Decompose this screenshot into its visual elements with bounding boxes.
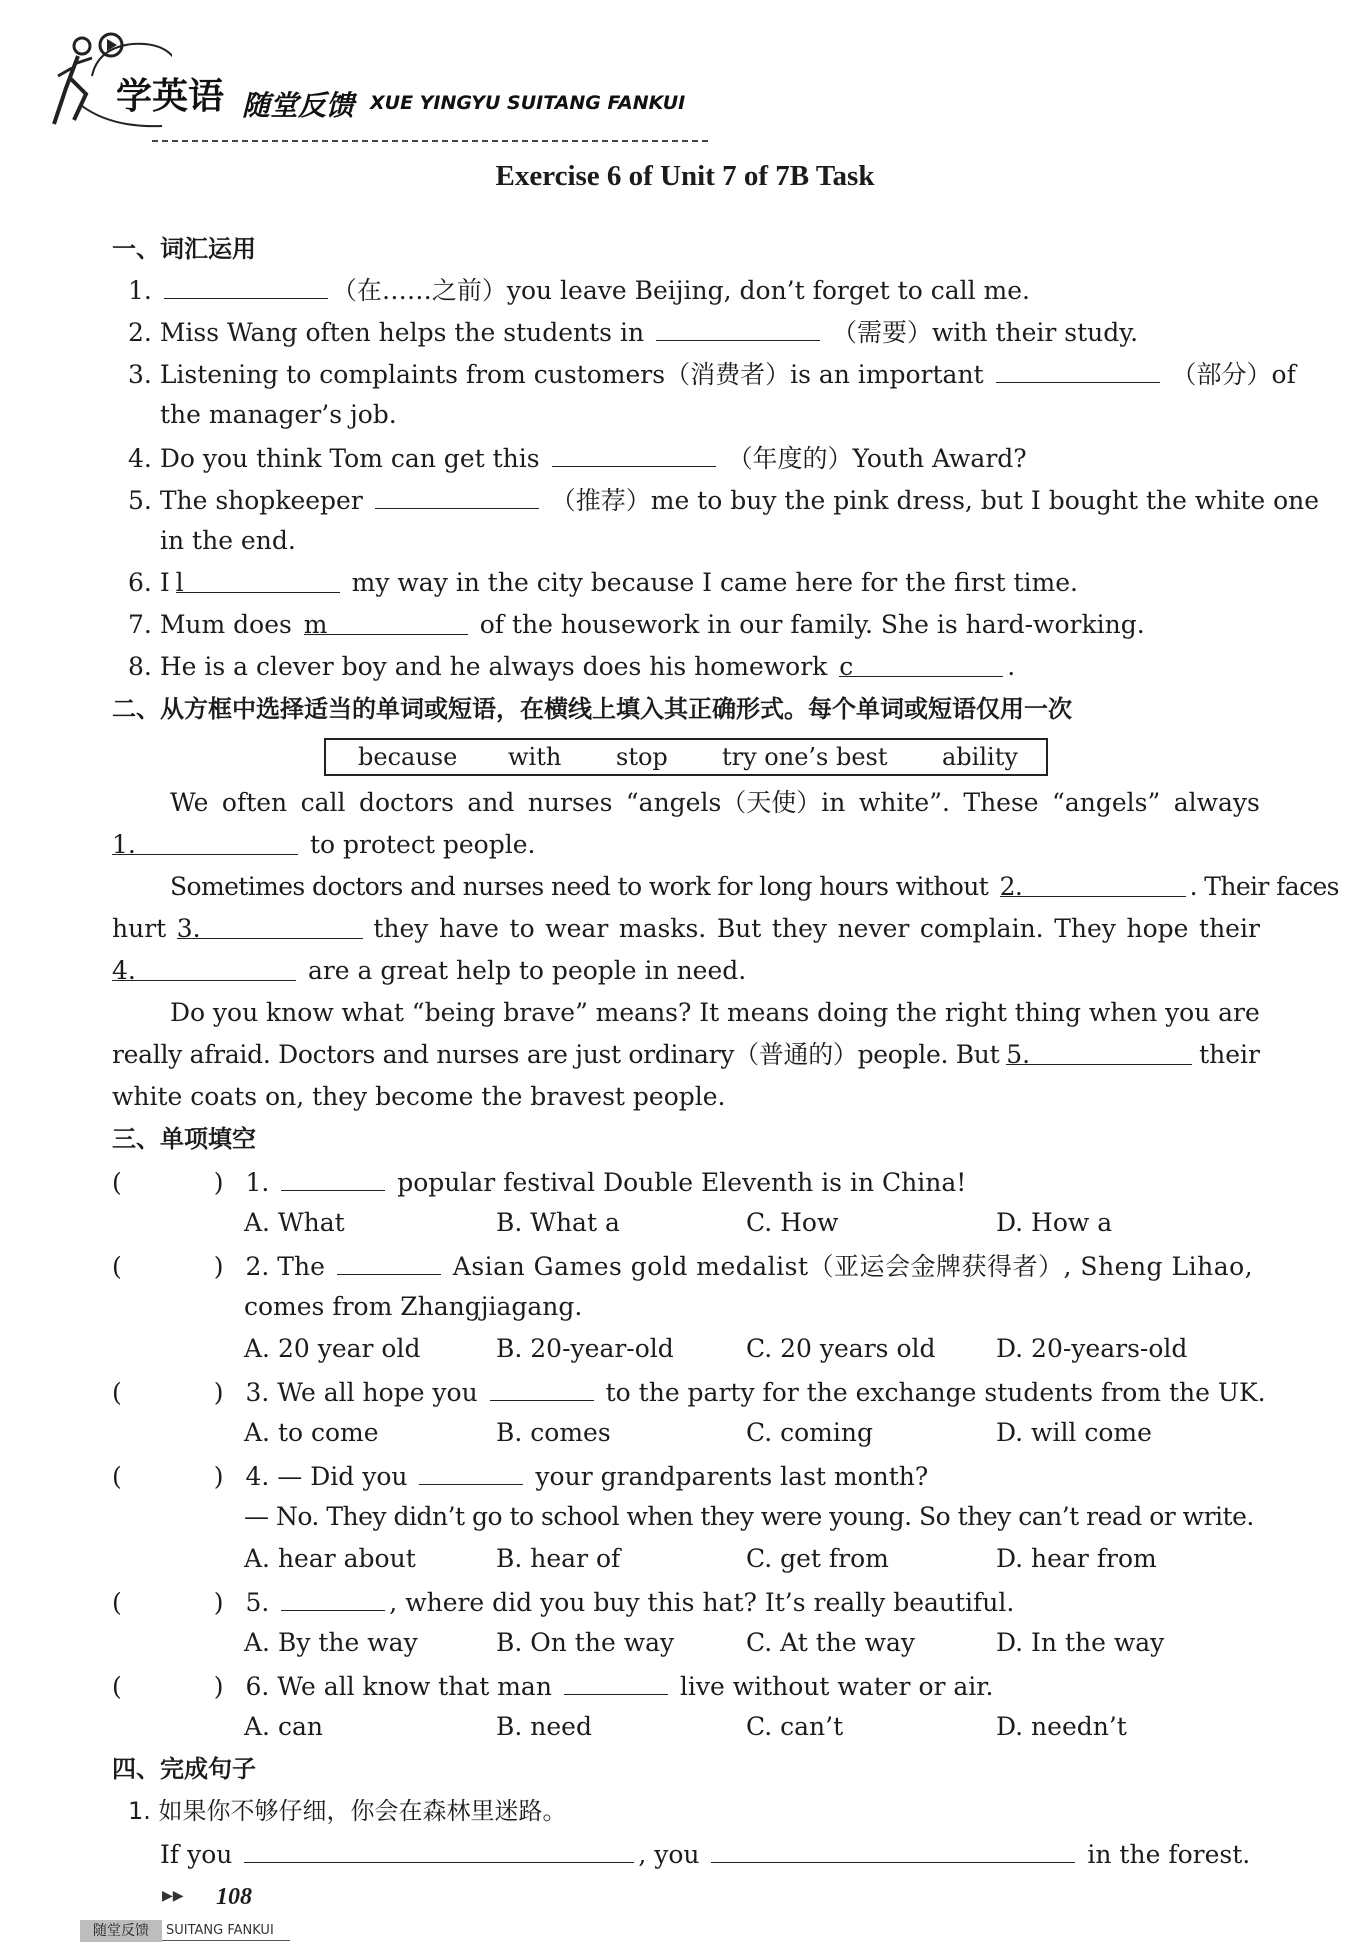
page-title: Exercise 6 of Unit 7 of 7B Task xyxy=(495,160,875,192)
s2-p2-line2 xyxy=(112,912,1260,946)
logo-chinese-title: 学英语 xyxy=(116,76,225,117)
s1-item-4 xyxy=(128,440,1027,476)
passage-text: Sometimes doctors and nurses need to work for long hours without xyxy=(170,872,989,901)
item-text: The shopkeeper xyxy=(159,486,363,515)
first-letter-hint: c xyxy=(839,652,854,681)
passage-text: really afraid. Doctors and nurses are just ordinary（普通的）people. But xyxy=(112,1040,1000,1069)
question-number: 2. xyxy=(245,1252,270,1281)
chinese-sentence: 如果你不够仔细，你会在森林里迷路。 xyxy=(158,1797,567,1825)
question-blank xyxy=(281,1164,385,1191)
item-text: Do you think Tom can get this xyxy=(159,444,540,473)
blank-number: 4. xyxy=(112,956,136,985)
word: means xyxy=(726,998,810,1027)
word: often xyxy=(221,788,288,817)
word-bank-item: with xyxy=(508,743,562,771)
word: complain. xyxy=(919,914,1044,943)
s2-p3-line1 xyxy=(170,996,1260,1030)
item-text: I xyxy=(159,568,170,597)
word: and xyxy=(467,788,515,817)
option-c[interactable]: C. get from xyxy=(746,1544,889,1573)
passage-text: . Their faces xyxy=(1189,872,1339,901)
header-logo xyxy=(52,28,692,138)
s1-item-5-cont: in the end. xyxy=(160,526,296,555)
option-a[interactable]: A. By the way xyxy=(244,1628,418,1657)
item-number: 1. xyxy=(128,276,152,305)
item-number: 3. xyxy=(128,360,152,389)
mc-question-2 xyxy=(112,1248,1260,1284)
question-blank xyxy=(419,1458,523,1485)
word-bank-box xyxy=(324,738,1048,776)
chinese-hint: （年度的） xyxy=(727,444,853,473)
word: white”. xyxy=(858,788,950,817)
s1-item-5 xyxy=(128,482,1319,518)
s1-item-3 xyxy=(128,356,1296,392)
blank-number: 2. xyxy=(999,872,1023,901)
s1-item-8 xyxy=(128,650,1015,684)
s2-p3-line3: white coats on, they become the bravest people. xyxy=(112,1082,726,1111)
s2-p2-line3 xyxy=(112,954,746,988)
answer-blank-1[interactable] xyxy=(112,828,298,859)
chinese-hint: （部分） xyxy=(1171,360,1272,389)
s2-p1-line2 xyxy=(112,828,535,862)
item-text: He is a clever boy and he always does his homework xyxy=(159,652,828,681)
word: masks. xyxy=(618,914,707,943)
question-number: 6. xyxy=(245,1672,270,1701)
passage-text: are a great help to people in need. xyxy=(307,956,747,985)
question-text: to the party for the exchange students from the UK. xyxy=(605,1378,1266,1407)
answer-blank[interactable] xyxy=(552,440,716,467)
first-letter-hint: m xyxy=(303,610,328,639)
word: they xyxy=(373,914,429,943)
option-d[interactable]: D. In the way xyxy=(996,1628,1165,1657)
answer-paren-open: ( xyxy=(112,1588,122,1617)
mc-question-1 xyxy=(112,1164,966,1200)
answer-blank[interactable] xyxy=(656,314,820,341)
sentence-text: , you xyxy=(638,1840,700,1869)
word-bank-item: stop xyxy=(616,743,668,771)
option-c[interactable]: C. How xyxy=(746,1208,839,1237)
option-d[interactable]: D. needn’t xyxy=(996,1712,1127,1741)
answer-paren-open: ( xyxy=(112,1378,122,1407)
logo-chinese-subtitle: 随堂反馈 xyxy=(242,89,355,122)
section-1-heading: 一、词汇运用 xyxy=(112,235,256,263)
passage-text: to protect people. xyxy=(309,830,536,859)
answer-paren-close: ) xyxy=(213,1252,224,1281)
option-b[interactable]: B. On the way xyxy=(496,1628,675,1657)
word: call xyxy=(300,788,346,817)
page-arrows-icon: ▶▶ xyxy=(162,1888,184,1904)
answer-paren-open: ( xyxy=(112,1168,122,1197)
word: have xyxy=(439,914,499,943)
option-c[interactable]: C. can’t xyxy=(746,1712,844,1741)
mc-question-4-cont: — No. They didn’t go to school when they were young. So they can’t read or write. xyxy=(244,1502,1254,1531)
option-c[interactable]: C. At the way xyxy=(746,1628,916,1657)
answer-paren-open: ( xyxy=(112,1252,122,1281)
question-blank xyxy=(281,1584,385,1611)
word: means? xyxy=(595,998,692,1027)
word: know xyxy=(266,998,334,1027)
item-number: 5. xyxy=(128,486,152,515)
answer-paren-close: ) xyxy=(213,1672,224,1701)
word: to xyxy=(509,914,535,943)
blank-number: 3. xyxy=(176,914,201,943)
option-b[interactable]: B. need xyxy=(496,1712,592,1741)
mc-question-2-cont: comes from Zhangjiagang. xyxy=(244,1292,583,1321)
word: right xyxy=(944,998,1007,1027)
answer-blank-4[interactable] xyxy=(112,954,296,985)
word: nurses xyxy=(527,788,613,817)
word: “angels” xyxy=(1052,788,1161,817)
item-text: with their study. xyxy=(931,318,1139,347)
item-number: 2. xyxy=(128,318,152,347)
word: what xyxy=(341,998,404,1027)
word-bank-item: ability xyxy=(942,743,1018,771)
answer-blank-3[interactable] xyxy=(176,912,363,943)
word: We xyxy=(170,788,209,817)
answer-blank[interactable] xyxy=(303,608,468,639)
option-a[interactable]: A. to come xyxy=(244,1418,379,1447)
word: when xyxy=(1088,998,1158,1027)
word: But xyxy=(716,914,762,943)
section-4-heading: 四、完成句子 xyxy=(112,1755,256,1783)
word: “being xyxy=(411,998,496,1027)
logo-pinyin: XUE YINGYU SUITANG FANKUI xyxy=(370,92,686,114)
answer-paren-open: ( xyxy=(112,1672,122,1701)
item-text: Youth Award? xyxy=(852,444,1027,473)
word: are xyxy=(1218,998,1260,1027)
word: thing xyxy=(1014,998,1082,1027)
option-d[interactable]: D. hear from xyxy=(996,1544,1157,1573)
header-divider xyxy=(152,140,708,142)
option-c[interactable]: C. 20 years old xyxy=(746,1334,936,1363)
section-2-heading: 二、从方框中选择适当的单词或短语，在横线上填入其正确形式。每个单词或短语仅用一次 xyxy=(112,695,1072,723)
word: brave” xyxy=(503,998,588,1027)
word: their xyxy=(1199,1040,1260,1069)
answer-blank[interactable] xyxy=(996,356,1160,383)
mc-question-6 xyxy=(112,1668,993,1704)
word: They xyxy=(1054,914,1116,943)
first-letter-hint: l xyxy=(175,568,184,597)
item-text: Listening to complaints from customers（消费者）is an important xyxy=(159,360,984,389)
answer-blank-2[interactable] xyxy=(999,870,1186,901)
option-a[interactable]: A. What xyxy=(244,1208,345,1237)
answer-paren-open: ( xyxy=(112,1462,122,1491)
item-text: you leave Beijing, don’t forget to call me. xyxy=(506,276,1030,305)
question-text: your grandparents last month? xyxy=(535,1462,929,1491)
word: they xyxy=(771,914,827,943)
sentence-text: in the forest. xyxy=(1087,1840,1251,1869)
item-text: . xyxy=(1007,652,1016,681)
answer-blank-5[interactable] xyxy=(1006,1038,1192,1069)
word-bank-item: because xyxy=(358,743,458,771)
word: “angels（天使）in xyxy=(625,788,846,817)
answer-blank[interactable] xyxy=(711,1836,1075,1863)
s1-item-3-cont: the manager’s job. xyxy=(160,400,397,429)
option-d[interactable]: D. 20-years-old xyxy=(996,1334,1188,1363)
option-b[interactable]: B. comes xyxy=(496,1418,611,1447)
option-d[interactable]: D. How a xyxy=(996,1208,1113,1237)
s4-item-1-chinese xyxy=(128,1794,567,1828)
question-blank xyxy=(490,1374,594,1401)
word: doctors xyxy=(358,788,454,817)
blank-number: 1. xyxy=(112,830,136,859)
play-circle-icon xyxy=(96,30,126,60)
answer-paren-close: ) xyxy=(213,1588,224,1617)
s2-p3-line2 xyxy=(112,1038,1260,1072)
option-b[interactable]: B. hear of xyxy=(496,1544,621,1573)
item-number: 4. xyxy=(128,444,152,473)
question-text: live without water or air. xyxy=(679,1672,994,1701)
footer-label-chinese: 随堂反馈 xyxy=(80,1920,162,1942)
answer-paren-close: ) xyxy=(213,1168,224,1197)
item-number: 1. xyxy=(128,1797,151,1825)
chinese-hint: （需要） xyxy=(831,318,932,347)
answer-paren-close: ) xyxy=(213,1378,224,1407)
footer-bar xyxy=(80,1920,286,1942)
word: Do xyxy=(170,998,206,1027)
word: wear xyxy=(545,914,609,943)
question-text: — Did you xyxy=(277,1462,408,1491)
question-text: The xyxy=(277,1252,325,1281)
option-b[interactable]: B. What a xyxy=(496,1208,620,1237)
word: always xyxy=(1173,788,1260,817)
word: their xyxy=(1199,914,1260,943)
question-number: 1. xyxy=(245,1168,270,1197)
option-a[interactable]: A. 20 year old xyxy=(244,1334,421,1363)
word: These xyxy=(963,788,1039,817)
mc-question-4 xyxy=(112,1458,928,1494)
word-bank-item: try one’s best xyxy=(722,743,888,771)
chinese-hint: （推荐） xyxy=(550,486,651,515)
question-blank xyxy=(564,1668,668,1695)
answer-paren-close: ) xyxy=(213,1462,224,1491)
question-number: 5. xyxy=(245,1588,270,1617)
question-text: , where did you buy this hat? It’s really beautiful. xyxy=(389,1588,1015,1617)
word: hope xyxy=(1126,914,1189,943)
sentence-text: If you xyxy=(160,1840,233,1869)
item-text: my way in the city because I came here for the first time. xyxy=(351,568,1078,597)
footer-label-english: SUITANG FANKUI xyxy=(162,1920,290,1941)
answer-blank[interactable] xyxy=(175,566,340,597)
s1-item-6 xyxy=(128,566,1078,600)
word: you xyxy=(1165,998,1211,1027)
item-number: 7. xyxy=(128,610,152,639)
s1-item-2 xyxy=(128,314,1138,350)
question-number: 3. xyxy=(245,1378,270,1407)
s2-p1-line1 xyxy=(170,786,1260,820)
question-text: popular festival Double Eleventh is in China! xyxy=(397,1168,967,1197)
s2-p2-line1 xyxy=(170,870,1339,904)
mc-question-5 xyxy=(112,1584,1014,1620)
option-c[interactable]: C. coming xyxy=(746,1418,873,1447)
word: doing xyxy=(817,998,889,1027)
word: you xyxy=(212,998,259,1027)
answer-blank[interactable] xyxy=(164,272,328,299)
mc-question-3 xyxy=(112,1374,1266,1410)
item-text: of xyxy=(1271,360,1296,389)
s1-item-7 xyxy=(128,608,1145,642)
option-a[interactable]: A. hear about xyxy=(244,1544,416,1573)
answer-blank[interactable] xyxy=(375,482,539,509)
page-number: 108 xyxy=(216,1884,252,1910)
chinese-hint: （在……之前） xyxy=(331,276,507,305)
word: hurt xyxy=(112,914,167,943)
question-text: We all hope you xyxy=(277,1378,478,1407)
word: never xyxy=(837,914,910,943)
question-text: Asian Games gold medalist（亚运会金牌获得者）, Sheng Lihao, xyxy=(452,1252,1254,1281)
item-text: Mum does xyxy=(159,610,292,639)
question-number: 4. xyxy=(245,1462,270,1491)
item-number: 8. xyxy=(128,652,152,681)
s1-item-1 xyxy=(128,272,1030,308)
answer-blank[interactable] xyxy=(839,650,1003,681)
item-text: me to buy the pink dress, but I bought the white one xyxy=(650,486,1320,515)
question-blank xyxy=(337,1248,441,1275)
question-text: We all know that man xyxy=(277,1672,552,1701)
word: the xyxy=(896,998,938,1027)
word: It xyxy=(699,998,720,1027)
blank-number: 5. xyxy=(1006,1040,1031,1069)
option-b[interactable]: B. 20-year-old xyxy=(496,1334,674,1363)
s4-item-1-english xyxy=(160,1836,1250,1872)
item-text: of the housework in our family. She is hard-working. xyxy=(479,610,1145,639)
option-a[interactable]: A. can xyxy=(244,1712,323,1741)
item-text: Miss Wang often helps the students in xyxy=(159,318,645,347)
item-number: 6. xyxy=(128,568,152,597)
section-3-heading: 三、单项填空 xyxy=(112,1125,256,1153)
answer-blank[interactable] xyxy=(244,1836,634,1863)
option-d[interactable]: D. will come xyxy=(996,1418,1152,1447)
